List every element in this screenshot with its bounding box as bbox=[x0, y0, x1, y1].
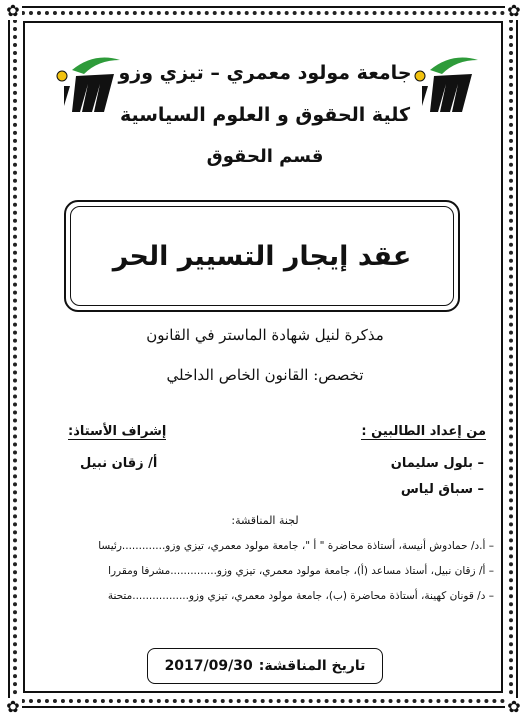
corner-ornament-icon: ✿ bbox=[505, 698, 523, 716]
title-box bbox=[64, 200, 460, 312]
logo-mountain-shape bbox=[72, 74, 114, 112]
defense-date-box bbox=[147, 648, 383, 684]
jury-member: – أ/ زقان نبيل، أستاذ مساعد (أ)، جامعة مولود معمري، تيزي وزو..............مشرفا ومقررا bbox=[108, 565, 494, 577]
logo-stripe-shape bbox=[422, 86, 428, 106]
thesis-specialization: تخصص: القانون الخاص الداخلي bbox=[166, 366, 364, 384]
corner-ornament-icon: ✿ bbox=[505, 2, 523, 20]
university-logo-right bbox=[412, 52, 482, 112]
supervisor-name: أ/ زقان نبيل bbox=[80, 456, 158, 471]
student-name: – سباق لياس bbox=[400, 482, 484, 497]
university-name: جامعة مولود معمري – تيزي وزو bbox=[118, 62, 412, 84]
logo-leaf-shape bbox=[430, 58, 478, 74]
student-name: – بلول سليمان bbox=[390, 456, 484, 471]
faculty-name: كلية الحقوق و العلوم السياسية bbox=[119, 104, 411, 126]
students-label: من إعداد الطالبين : bbox=[361, 424, 486, 439]
logo-mountain-shape bbox=[430, 74, 472, 112]
logo-stripe-shape bbox=[64, 86, 70, 106]
department-name: قسم الحقوق bbox=[206, 146, 324, 167]
title-box-inner bbox=[70, 206, 454, 306]
jury-label: لجنة المناقشة: bbox=[231, 514, 299, 527]
jury-member: – د/ قونان كهينة، أستاذة محاضرة (ب)، جامعة مولود معمري، تيزي وزو.................متحنة bbox=[107, 590, 494, 602]
thesis-title: عقد إيجار التسيير الحر bbox=[112, 240, 412, 272]
supervision-label: إشراف الأستاذ: bbox=[68, 424, 167, 439]
jury-member: – أ.د/ حمادوش أنيسة، أستاذة محاضرة " أ "، جامعة مولود معمري، تيزي وزو.............رئيسا bbox=[98, 540, 494, 552]
logo-sun-shape bbox=[57, 71, 67, 81]
corner-ornament-icon: ✿ bbox=[4, 698, 22, 716]
corner-ornament-icon: ✿ bbox=[4, 2, 22, 20]
defense-date-value: 2017/09/30 bbox=[164, 658, 253, 674]
thesis-purpose: مذكرة لنيل شهادة الماستر في القانون bbox=[146, 326, 384, 344]
defense-date-label: تاريخ المناقشة: bbox=[258, 658, 366, 674]
